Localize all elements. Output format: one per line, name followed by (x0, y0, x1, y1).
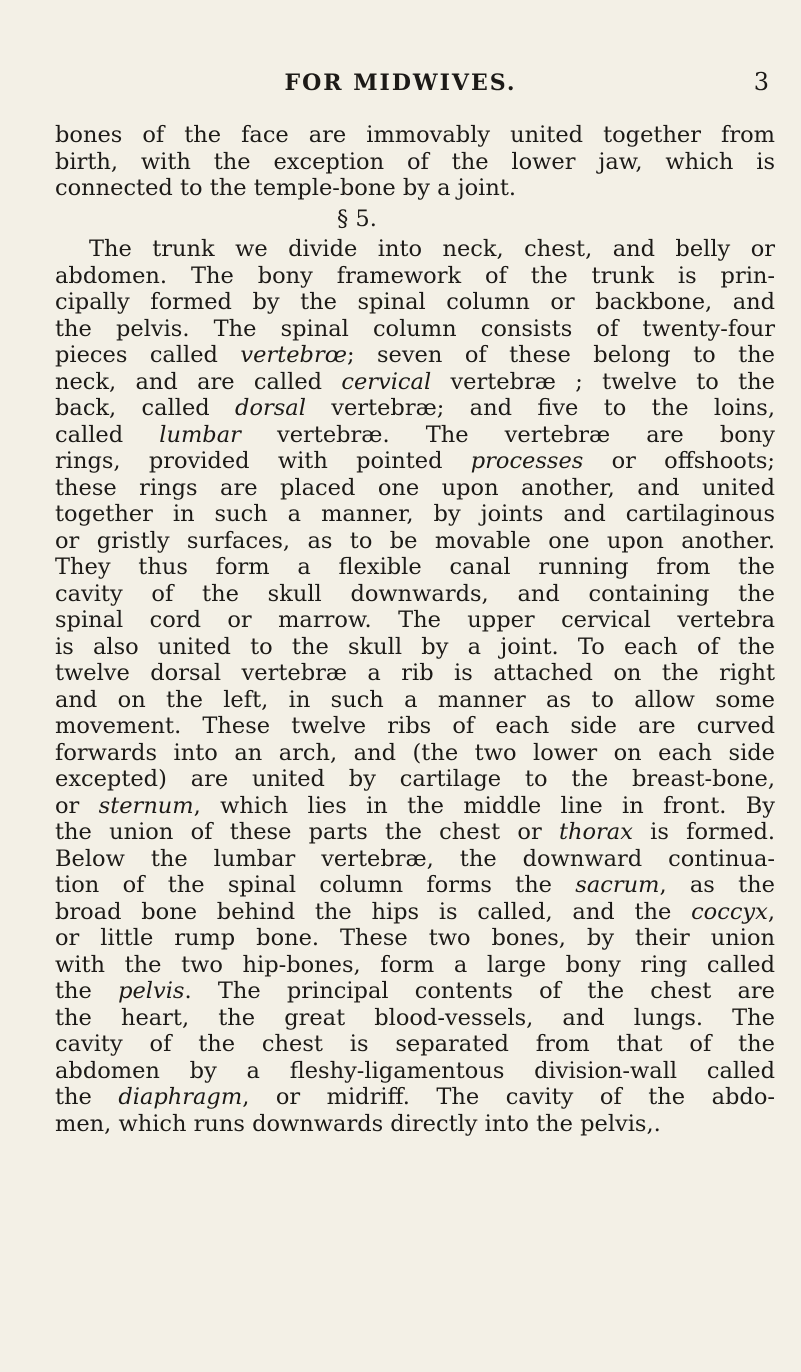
text-line: these rings are placed one upon another, and united (55, 474, 775, 501)
italic-term: cervical (341, 368, 432, 395)
text-line: the pelvis. The spinal column consists of twenty-four (55, 315, 775, 342)
paragraph-continuation (55, 122, 775, 202)
italic-term: coccyx (691, 898, 768, 925)
text-line: or gristly surfaces, as to be movable one upon another. (55, 527, 775, 554)
text-line: The trunk we divide into neck, chest, and belly or (89, 236, 775, 262)
text-line: men, which runs downwards directly into the pelvis,. (55, 1110, 661, 1137)
italic-term: processes (470, 448, 584, 474)
text-line: cavity of the chest is separated from that of the (55, 1031, 775, 1057)
text-line: and on the left, in such a manner as to allow some (55, 686, 775, 713)
text-line: cipally formed by the spinal column or backbone, and (55, 289, 775, 315)
text-line: forwards into an arch, and (the two lower on each side (55, 739, 775, 766)
text-line: the pelvis. The principal contents of the chest are (55, 978, 775, 1004)
text-line: is also united to the skull by a joint. To each of the (55, 633, 775, 660)
text-line: bones of the face are immovably united together from (55, 122, 775, 148)
running-title: FOR MIDWIVES. (284, 70, 517, 96)
text-line: movement. These twelve ribs of each side are curved (55, 713, 775, 739)
text-line: neck, and are called cervical vertebræ ; twelve to the (55, 368, 775, 395)
italic-term: thorax (558, 819, 633, 845)
italic-term: sacrum (575, 872, 660, 898)
running-head (0, 70, 801, 102)
text-line: broad bone behind the hips is called, and the coccyx, (55, 898, 775, 925)
italic-term: pelvis (118, 978, 185, 1004)
section-heading: § 5. (337, 205, 377, 232)
text-line: the union of these parts the chest or thorax is formed. (55, 819, 776, 845)
text-line: pieces called vertebrœ; seven of these belong to the (55, 342, 775, 368)
text-line: They thus form a flexible canal running from the (55, 554, 775, 580)
text-line: called lumbar vertebræ. The vertebræ are bony (55, 421, 776, 448)
text-line: tion of the spinal column forms the sacrum, as the (55, 872, 775, 898)
text-line: abdomen. The bony framework of the trunk is prin- (55, 262, 775, 289)
text-line: or sternum, which lies in the middle line in front. By (55, 792, 775, 819)
page-number: 3 (753, 68, 769, 96)
text-line: Below the lumbar vertebræ, the downward continua- (55, 845, 775, 872)
text-line: the diaphragm, or midriff. The cavity of the abdo- (55, 1084, 775, 1110)
text-line: back, called dorsal vertebræ; and five to the loins, (55, 395, 775, 421)
italic-term: sternum (98, 792, 194, 819)
text-line: cavity of the skull downwards, and containing the (55, 580, 775, 607)
italic-term: lumbar (159, 421, 241, 448)
italic-term: vertebrœ (240, 342, 347, 368)
text-line: birth, with the exception of the lower jaw, which is (55, 148, 775, 175)
text-line: or little rump bone. These two bones, by their union (55, 925, 775, 951)
text-line: rings, provided with pointed processes or offshoots; (55, 448, 775, 474)
text-line: spinal cord or marrow. The upper cervical vertebra (55, 607, 775, 633)
text-line: connected to the temple-bone by a joint. (55, 175, 517, 201)
text-line: the heart, the great blood-vessels, and lungs. The (55, 1004, 775, 1031)
body-text (55, 122, 775, 1137)
text-line: twelve dorsal vertebræ a rib is attached on the right (55, 660, 775, 686)
italic-term: dorsal (235, 395, 306, 421)
paragraph-section-5 (55, 236, 775, 1137)
text-line: excepted) are united by cartilage to the breast-bone, (55, 766, 775, 792)
text-line: with the two hip-bones, form a large bony ring called (55, 951, 775, 978)
text-line: abdomen by a fleshy-ligamentous division-wall called (55, 1057, 775, 1084)
italic-term: diaphragm (118, 1084, 243, 1110)
text-line: together in such a manner, by joints and cartilaginous (55, 501, 775, 527)
